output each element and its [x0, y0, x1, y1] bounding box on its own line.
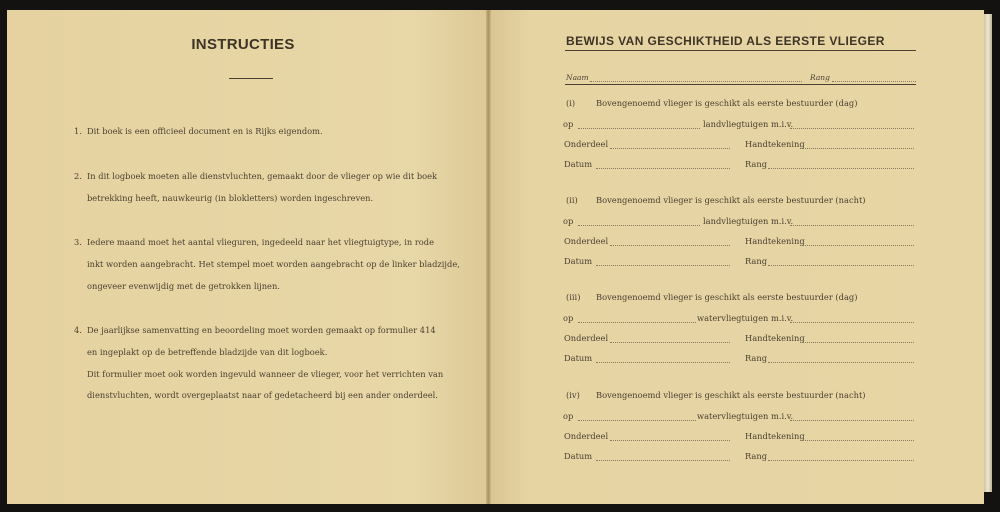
rang-label: Rang: [745, 159, 768, 169]
rang-dotted-line: [768, 265, 914, 266]
rang-dotted-line: [768, 168, 914, 169]
section-number: (ii): [566, 195, 578, 205]
datum-label: Datum: [564, 451, 593, 461]
craft-dotted-line: [790, 128, 914, 129]
section-statement: Bovengenoemd vlieger is geschikt als eerste bestuurder (nacht): [596, 195, 866, 205]
onderdeel-dotted-line: [610, 440, 730, 441]
page-edges: [984, 14, 992, 492]
op-dotted-line: [578, 225, 700, 226]
instruction-line: Dit boek is een officieel document en is Rijks eigendom.: [87, 126, 323, 136]
craft-type: watervliegtuigen m.i.v.: [697, 313, 794, 323]
datum-label: Datum: [564, 159, 593, 169]
handtekening-dotted-line: [802, 342, 914, 343]
rang-label: Rang: [745, 353, 768, 363]
handtekening-label: Handtekening: [745, 139, 805, 149]
instruction-line: Iedere maand moet het aantal vlieguren, ingedeeld naar het vliegtuigtype, in rode: [87, 237, 435, 247]
onderdeel-dotted-line: [610, 148, 730, 149]
op-dotted-line: [578, 420, 696, 421]
onderdeel-dotted-line: [610, 245, 730, 246]
craft-dotted-line: [790, 225, 914, 226]
section-statement: Bovengenoemd vlieger is geschikt als eerste bestuurder (dag): [596, 292, 858, 302]
op-label: op: [563, 119, 574, 129]
instruction-line: Dit formulier moet ook worden ingevuld wanneer de vlieger, voor het verrichten van: [87, 369, 444, 379]
instruction-line: en ingeplakt op de betreffende bladzijde van dit logboek.: [87, 347, 328, 357]
instruction-line: betrekking heeft, nauwkeurig (in blokletters) worden ingeschreven.: [87, 193, 374, 203]
rang-dotted-line: [768, 460, 914, 461]
onderdeel-label: Onderdeel: [564, 333, 609, 343]
op-dotted-line: [578, 128, 700, 129]
instruction-line: ongeveer evenwijdig met de getrokken lijnen.: [87, 281, 280, 291]
item-number: 3.: [74, 237, 82, 247]
rang-label: Rang: [745, 451, 768, 461]
section-number: (iii): [566, 292, 581, 302]
op-dotted-line: [578, 322, 696, 323]
onderdeel-dotted-line: [610, 342, 730, 343]
datum-dotted-line: [596, 362, 730, 363]
datum-dotted-line: [596, 460, 730, 461]
datum-dotted-line: [596, 265, 730, 266]
handtekening-label: Handtekening: [745, 333, 805, 343]
section-number: (iv): [566, 390, 580, 400]
onderdeel-label: Onderdeel: [564, 431, 609, 441]
header-rule: [565, 84, 916, 85]
title-divider: [229, 78, 273, 79]
craft-type: landvliegtuigen m.i.v.: [703, 119, 794, 129]
craft-type: landvliegtuigen m.i.v.: [703, 216, 794, 226]
craft-dotted-line: [790, 420, 914, 421]
section-number: (i): [566, 98, 576, 108]
rang-header-label: Rang: [810, 73, 830, 82]
rang-dotted-line: [768, 362, 914, 363]
naam-dotted-line: [590, 81, 802, 82]
item-number: 1.: [74, 126, 82, 136]
naam-label: Naam: [566, 73, 589, 82]
handtekening-dotted-line: [802, 148, 914, 149]
instruction-line: inkt worden aangebracht. Het stempel moet worden aangebracht op de linker bladzijde,: [87, 259, 460, 269]
op-label: op: [563, 216, 574, 226]
datum-label: Datum: [564, 353, 593, 363]
handtekening-label: Handtekening: [745, 431, 805, 441]
craft-type: watervliegtuigen m.i.v.: [697, 411, 794, 421]
craft-dotted-line: [790, 322, 914, 323]
book-spine: [486, 10, 491, 504]
handtekening-label: Handtekening: [745, 236, 805, 246]
section-statement: Bovengenoemd vlieger is geschikt als eerste bestuurder (dag): [596, 98, 858, 108]
rang-label: Rang: [745, 256, 768, 266]
op-label: op: [563, 313, 574, 323]
section-statement: Bovengenoemd vlieger is geschikt als eerste bestuurder (nacht): [596, 390, 866, 400]
item-number: 2.: [74, 171, 82, 181]
rang-dotted-line: [832, 81, 916, 82]
datum-label: Datum: [564, 256, 593, 266]
certificate-title: BEWIJS VAN GESCHIKTHEID ALS EERSTE VLIEGER: [566, 34, 885, 48]
instruction-line: In dit logboek moeten alle dienstvluchten, gemaakt door de vlieger op wie dit boek: [87, 171, 438, 181]
datum-dotted-line: [596, 168, 730, 169]
item-number: 4.: [74, 325, 82, 335]
left-page: [7, 10, 488, 504]
instructions-title: INSTRUCTIES: [191, 36, 295, 53]
op-label: op: [563, 411, 574, 421]
instruction-line: dienstvluchten, wordt overgeplaatst naar of gedetacheerd bij een ander onderdeel.: [87, 390, 438, 400]
onderdeel-label: Onderdeel: [564, 236, 609, 246]
handtekening-dotted-line: [802, 440, 914, 441]
title-underline: [565, 50, 916, 51]
onderdeel-label: Onderdeel: [564, 139, 609, 149]
handtekening-dotted-line: [802, 245, 914, 246]
instruction-line: De jaarlijkse samenvatting en beoordeling moet worden gemaakt op formulier 414: [87, 325, 436, 335]
